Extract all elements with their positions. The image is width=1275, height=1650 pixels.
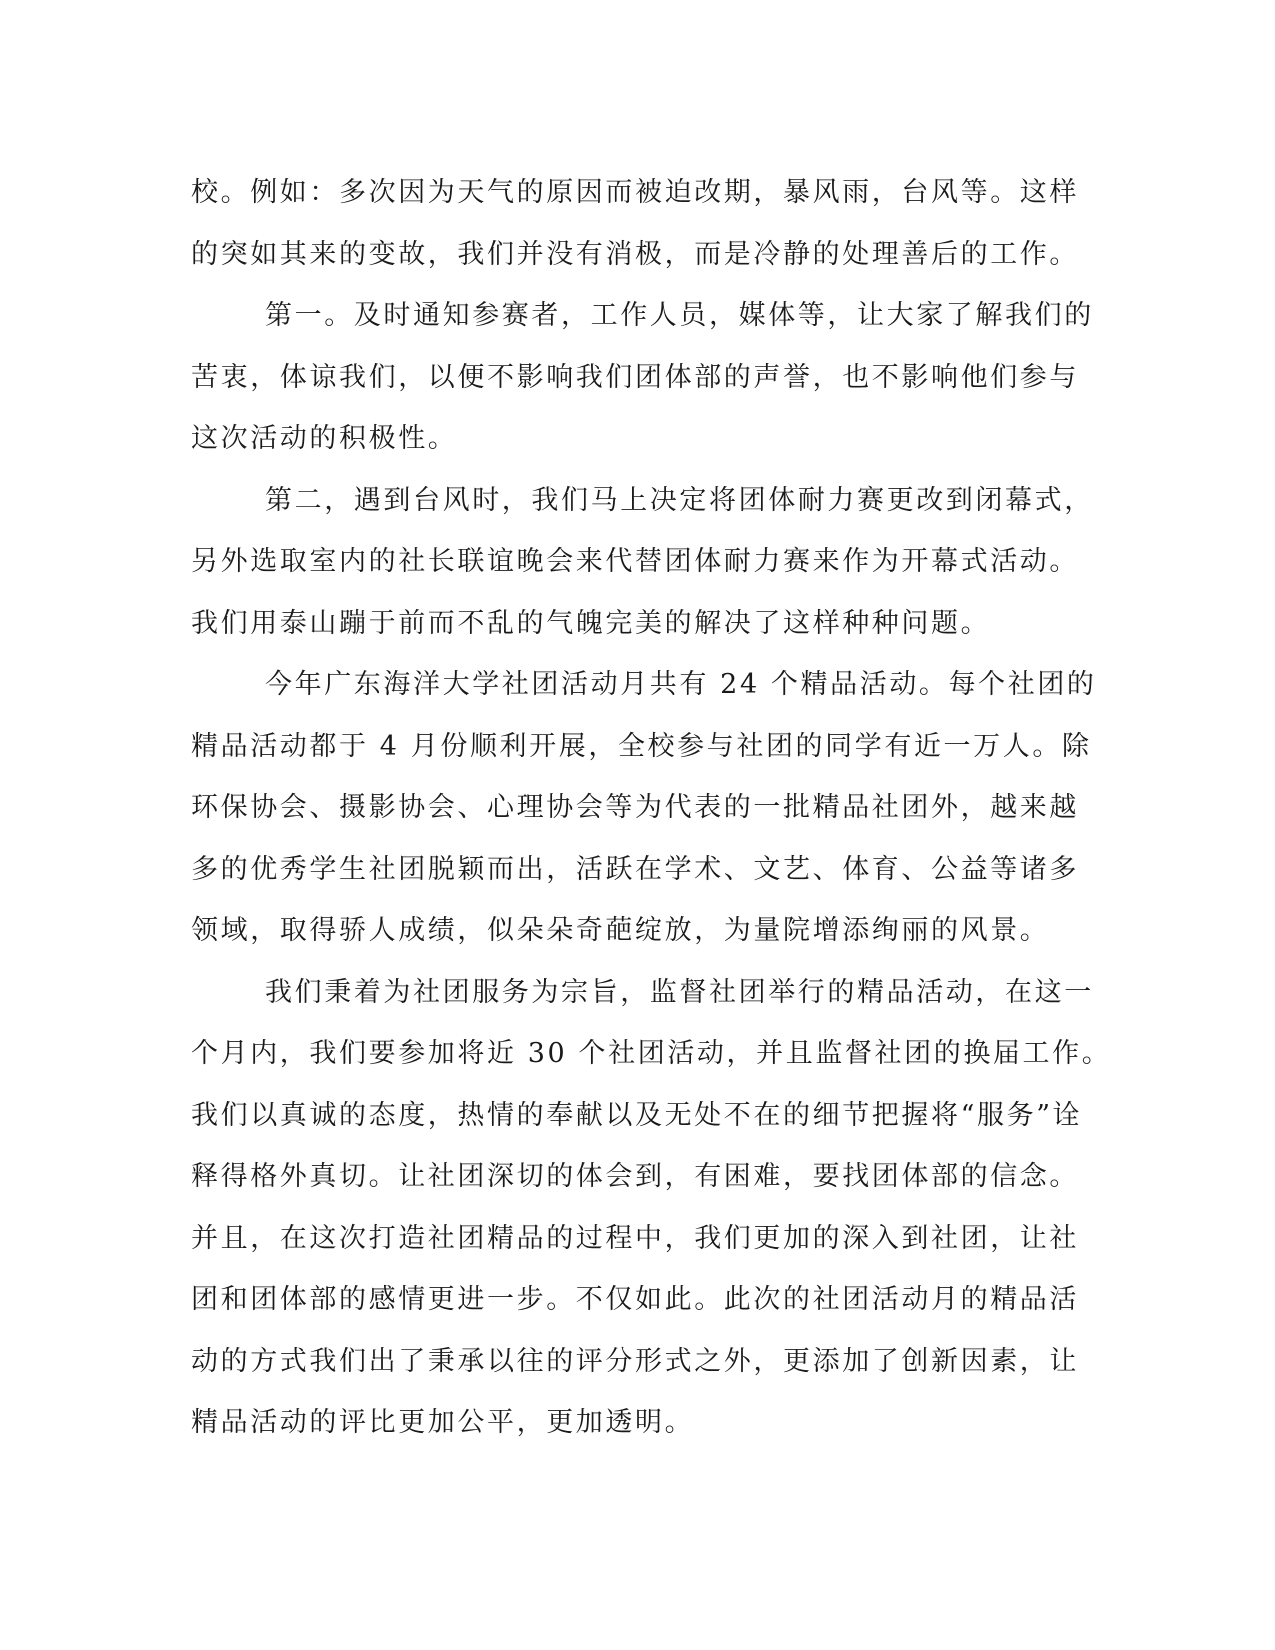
text-line: 这次活动的积极性。 [191, 423, 458, 454]
text-line: 多的优秀学生社团脱颖而出，活跃在学术、文艺、体育、公益等诸多 [191, 853, 1079, 885]
text-line: 领域，取得骄人成绩，似朵朵奇葩绽放，为量院增添绚丽的风景。 [191, 915, 1050, 946]
text-line: 动的方式我们出了秉承以往的评分形式之外，更添加了创新因素，让 [191, 1345, 1079, 1377]
text-line: 个月内，我们要参加将近 30 个社团活动，并且监督社团的换届工作。 [191, 1038, 1112, 1069]
paragraph-first-line: 今年广东海洋大学社团活动月共有 24 个精品活动。每个社团的 [265, 669, 1097, 700]
text-line: 释得格外真切。让社团深切的体会到，有困难，要找团体部的信念。 [191, 1161, 1079, 1192]
body-text [191, 162, 1112, 1454]
text-line: 精品活动都于 4 月份顺利开展，全校参与社团的同学有近一万人。除 [191, 730, 1092, 762]
text-line: 并且，在这次打造社团精品的过程中，我们更加的深入到社团，让社 [191, 1222, 1079, 1254]
text-line: 我们用泰山蹦于前而不乱的气魄完美的解决了这样种种问题。 [191, 607, 991, 639]
paragraph-first-line: 我们秉着为社团服务为宗旨，监督社团举行的精品活动，在这一 [265, 976, 1094, 1008]
text-line: 精品活动的评比更加公平，更加透明。 [191, 1407, 695, 1438]
text-line: 环保协会、摄影协会、心理协会等为代表的一批精品社团外，越来越 [191, 792, 1079, 823]
paragraph-first-line: 第二，遇到台风时，我们马上决定将团体耐力赛更改到闭幕式， [265, 484, 1094, 516]
text-line: 的突如其来的变故，我们并没有消极，而是冷静的处理善后的工作。 [191, 238, 1079, 270]
paragraph-first-line: 第一。及时通知参赛者，工作人员，媒体等，让大家了解我们的 [265, 300, 1094, 331]
text-line: 另外选取室内的社长联谊晚会来代替团体耐力赛来作为开幕式活动。 [191, 546, 1079, 577]
text-line: 苦衷，体谅我们，以便不影响我们团体部的声誉，也不影响他们参与 [191, 361, 1079, 393]
text-line: 校。例如：多次因为天气的原因而被迫改期，暴风雨，台风等。这样 [191, 177, 1079, 208]
text-line: 我们以真诚的态度，热情的奉献以及无处不在的细节把握将“服务”诠 [191, 1099, 1083, 1131]
text-line: 团和团体部的感情更进一步。不仅如此。此次的社团活动月的精品活 [191, 1284, 1079, 1315]
